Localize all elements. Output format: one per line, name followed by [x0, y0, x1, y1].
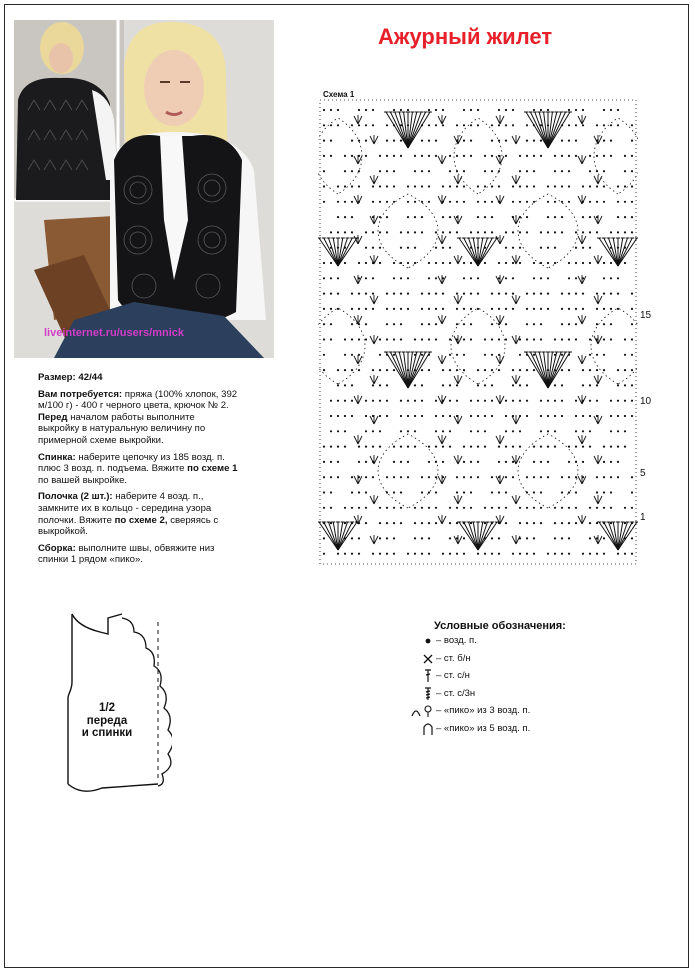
- fan-motif: [524, 112, 572, 148]
- stitch-cluster: [454, 495, 462, 504]
- before-label: Перед: [38, 411, 68, 423]
- legend-text: – ст. с/3н: [436, 687, 476, 699]
- stitch-cluster: [496, 155, 504, 164]
- stitch-cluster: [370, 295, 378, 304]
- fan-motif: [457, 522, 499, 550]
- single-crochet-cross-icon: [410, 652, 434, 666]
- stitch-cluster: [354, 395, 362, 404]
- stitch-cluster: [354, 475, 362, 484]
- stitch-cluster: [438, 475, 446, 484]
- stitch-cluster: [512, 375, 520, 384]
- fan-motif: [384, 352, 432, 388]
- fan-motif: [457, 238, 499, 266]
- stitch-cluster: [438, 315, 446, 324]
- stitch-cluster: [496, 115, 504, 124]
- crochet-schema: [318, 98, 638, 566]
- stitch-cluster: [454, 295, 462, 304]
- legend-title: Условные обозначения:: [434, 620, 566, 632]
- stitch-cluster: [370, 375, 378, 384]
- back-tail: по вашей выкройке.: [38, 474, 128, 486]
- page-title: Ажурный жилет: [378, 24, 553, 49]
- watermark: liveinternet.ru/users/mnick: [44, 327, 184, 339]
- assembly-label: Сборка:: [38, 542, 76, 554]
- stitch-cluster: [454, 255, 462, 264]
- pineapple-motif: [378, 434, 438, 508]
- stitch-cluster: [370, 335, 378, 344]
- triple-crochet-icon: [410, 687, 434, 701]
- stitch-cluster: [370, 495, 378, 504]
- row-number: 15: [640, 310, 652, 321]
- stitch-cluster: [354, 235, 362, 244]
- stitch-cluster: [512, 175, 520, 184]
- back-label: Спинка:: [38, 451, 76, 463]
- stitch-cluster: [438, 395, 446, 404]
- stitch-cluster: [354, 315, 362, 324]
- back-paragraph: [38, 452, 238, 487]
- stitch-cluster: [496, 195, 504, 204]
- stitch-cluster: [496, 435, 504, 444]
- stitch-cluster: [594, 495, 602, 504]
- stitch-cluster: [370, 175, 378, 184]
- pattern-label-line: и спинки: [81, 727, 133, 739]
- stitch-cluster: [354, 435, 362, 444]
- instructions: [38, 372, 238, 571]
- double-crochet-icon: [410, 669, 434, 683]
- pineapple-motif: [454, 118, 502, 194]
- legend-text: – ст. б/н: [436, 652, 471, 664]
- stitch-cluster: [578, 115, 586, 124]
- pattern-label: [74, 702, 140, 740]
- stitch-cluster: [594, 535, 602, 544]
- fan-motif: [384, 112, 432, 148]
- legend: [410, 633, 610, 738]
- stitch-cluster: [354, 515, 362, 524]
- stitch-cluster: [578, 195, 586, 204]
- stitch-cluster: [578, 315, 586, 324]
- stitch-cluster: [438, 355, 446, 364]
- stitch-cluster: [438, 115, 446, 124]
- stitch-cluster: [438, 435, 446, 444]
- fan-motif: [524, 352, 572, 388]
- stitch-cluster: [370, 415, 378, 424]
- front-tail: сверяясь с выкройкой.: [38, 514, 219, 538]
- picot-5-icon: [410, 722, 434, 736]
- back-scheme: по схеме 1: [187, 463, 238, 475]
- legend-item: [410, 686, 610, 704]
- stitch-cluster: [496, 355, 504, 364]
- materials-text: пряжа (100% хлопок, 392 м/100 г) - 400 г черного цвета, крючок № 2.: [38, 388, 238, 412]
- pineapple-motif: [451, 308, 505, 384]
- assembly-paragraph: [38, 543, 238, 566]
- stitch-cluster: [496, 315, 504, 324]
- stitch-cluster: [454, 455, 462, 464]
- stitch-cluster: [496, 475, 504, 484]
- schema-border: [320, 100, 636, 564]
- stitch-cluster: [496, 515, 504, 524]
- stitch-cluster: [594, 375, 602, 384]
- stitch-cluster: [454, 375, 462, 384]
- size-value: 42/44: [75, 372, 103, 383]
- front-paragraph: [38, 491, 238, 537]
- pineapple-motif: [518, 194, 578, 268]
- stitch-cluster: [354, 355, 362, 364]
- picot-3-icon: [410, 704, 434, 718]
- stitch-cluster: [370, 135, 378, 144]
- stitch-cluster: [496, 395, 504, 404]
- stitch-cluster: [594, 135, 602, 144]
- stitch-cluster: [438, 155, 446, 164]
- stitch-cluster: [512, 495, 520, 504]
- stitch-cluster: [438, 235, 446, 244]
- front-text: наберите 4 возд. п., замкните их в кольцо - середина узора полочки. Вяжите: [38, 491, 212, 526]
- row-number: 1: [640, 512, 646, 523]
- stitch-cluster: [370, 535, 378, 544]
- stitch-cluster: [594, 335, 602, 344]
- pattern-label-line: переда: [86, 714, 128, 727]
- stitch-cluster: [594, 215, 602, 224]
- legend-item: [410, 633, 610, 651]
- stitch-cluster: [594, 255, 602, 264]
- assembly-text: выполните швы, обвяжите низ спинки 1 рядом «пико».: [38, 542, 215, 566]
- legend-item: [410, 703, 610, 721]
- stitch-cluster: [370, 255, 378, 264]
- stitch-cluster: [370, 215, 378, 224]
- legend-text: – ст. с/н: [436, 670, 470, 681]
- stitch-cluster: [438, 275, 446, 284]
- legend-text: – возд. п.: [436, 635, 477, 646]
- size-paragraph: [38, 372, 238, 384]
- stitch-cluster: [578, 395, 586, 404]
- stitch-cluster: [594, 415, 602, 424]
- materials-label: Вам потребуется:: [38, 388, 123, 400]
- stitch-cluster: [594, 175, 602, 184]
- stitch-cluster: [370, 455, 378, 464]
- legend-item: [410, 651, 610, 669]
- row-number: 10: [640, 396, 652, 407]
- pineapple-motif: [378, 194, 438, 268]
- stitch-cluster: [496, 235, 504, 244]
- size-label: Размер:: [38, 372, 76, 383]
- fan-motif: [318, 522, 359, 550]
- stitch-cluster: [512, 535, 520, 544]
- stitch-cluster: [594, 455, 602, 464]
- stitch-cluster: [354, 195, 362, 204]
- stitch-cluster: [496, 275, 504, 284]
- stitch-cluster: [594, 295, 602, 304]
- pattern-label-line: 1/2: [99, 702, 115, 714]
- stitch-cluster: [454, 335, 462, 344]
- stitch-cluster: [512, 295, 520, 304]
- pineapple-motif: [591, 308, 638, 384]
- back-text: наберите цепочку из 185 возд. п. плюс 3 возд. п. подъема. Вяжите: [38, 451, 225, 475]
- stitch-cluster: [578, 155, 586, 164]
- stitch-cluster: [454, 415, 462, 424]
- stitch-cluster: [578, 435, 586, 444]
- stitch-cluster: [512, 335, 520, 344]
- stitch-cluster: [438, 515, 446, 524]
- pineapple-motif: [518, 434, 578, 508]
- schema-label: Схема 1: [323, 90, 355, 99]
- stitch-cluster: [454, 535, 462, 544]
- vest-photo-illustration: [14, 20, 274, 358]
- chain-stitch-dot-icon: [410, 634, 434, 648]
- stitch-cluster: [454, 215, 462, 224]
- row-number: 5: [640, 468, 646, 479]
- vest-photo: [14, 20, 274, 358]
- fan-motif: [597, 522, 638, 550]
- fan-motif: [318, 238, 359, 266]
- stitch-cluster: [578, 515, 586, 524]
- stitch-cluster: [578, 355, 586, 364]
- stitch-cluster: [454, 175, 462, 184]
- fan-motif: [597, 238, 638, 266]
- stitch-cluster: [354, 275, 362, 284]
- stitch-cluster: [354, 155, 362, 164]
- stitch-cluster: [512, 135, 520, 144]
- stitch-cluster: [578, 275, 586, 284]
- legend-text: – «пико» из 3 возд. п.: [436, 705, 531, 716]
- materials-paragraph: [38, 389, 238, 447]
- stitch-cluster: [438, 195, 446, 204]
- legend-text: – «пико» из 5 возд. п.: [436, 722, 531, 734]
- before-text: началом работы выполните выкройку в натуральную величину по примерной схеме выкройки.: [38, 411, 206, 446]
- front-scheme: по схеме 2,: [114, 514, 168, 526]
- front-label: Полочка (2 шт.):: [38, 491, 113, 503]
- legend-item: [410, 721, 610, 739]
- stitch-cluster: [578, 475, 586, 484]
- legend-item: [410, 668, 610, 686]
- stitch-cluster: [354, 115, 362, 124]
- stitch-cluster: [454, 135, 462, 144]
- stitch-cluster: [578, 235, 586, 244]
